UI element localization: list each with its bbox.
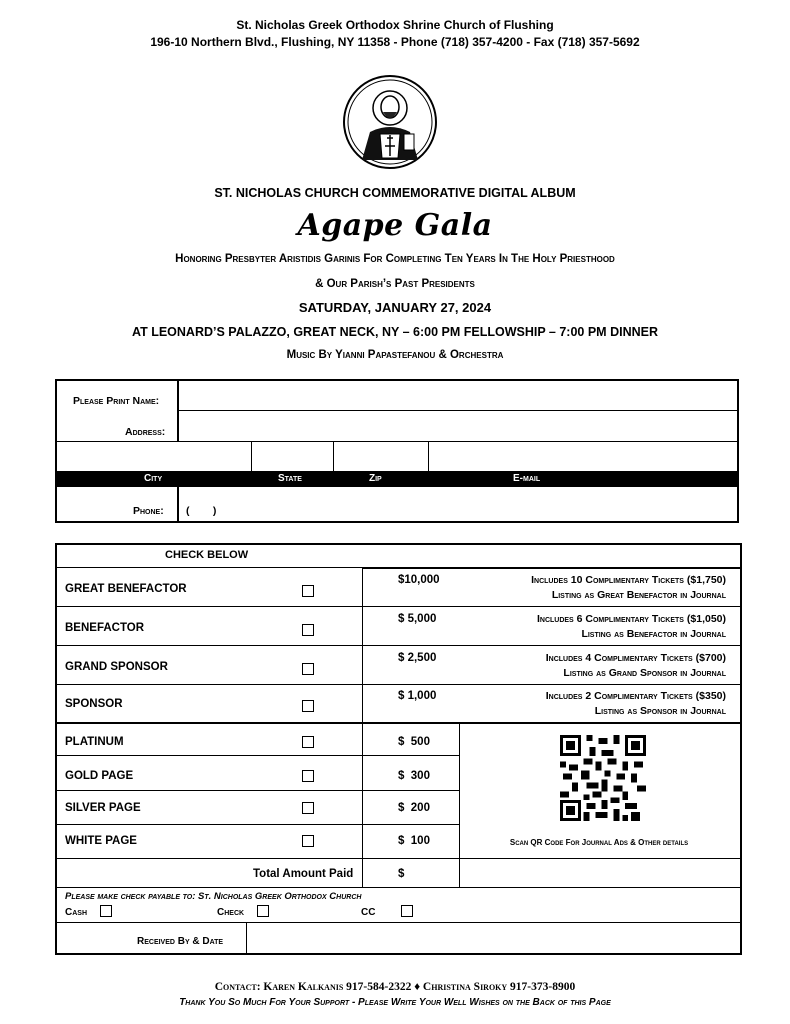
- total-label: Total Amount Paid: [253, 868, 354, 880]
- total-amount-field[interactable]: $: [398, 868, 405, 880]
- saint-nicholas-icon: [340, 72, 440, 172]
- page-white: WHITE PAGE: [65, 835, 137, 847]
- church-name: St. Nicholas Greek Orthodox Shrine Church of Flushing: [236, 18, 554, 32]
- phone-field[interactable]: ( ): [186, 505, 217, 517]
- address-label: Address:: [125, 426, 166, 438]
- level-great-benefactor: GREAT BENEFACTOR: [65, 583, 187, 595]
- album-title: ST. NICHOLAS CHURCH COMMEMORATIVE DIGITAL ALBUM: [214, 186, 576, 200]
- grand-sponsor-desc: Includes 4 Complimentary Tickets ($700) Listing as Grand Sponsor in Journal: [545, 652, 726, 679]
- benefactor-desc: Includes 6 Complimentary Tickets ($1,050) Listing as Benefactor in Journal: [536, 613, 726, 640]
- great-benefactor-amount: $10,000: [398, 574, 440, 586]
- platinum-checkbox[interactable]: [302, 736, 314, 748]
- white-page-checkbox[interactable]: [302, 835, 314, 847]
- gold-page-amount: $ 300: [398, 770, 430, 782]
- benefactor-checkbox[interactable]: [302, 624, 314, 636]
- qr-caption: Scan QR Code For Journal Ads & Other details: [509, 838, 689, 847]
- level-grand-sponsor: GRAND SPONSOR: [65, 661, 168, 673]
- grand-sponsor-amount: $ 2,500: [398, 652, 437, 664]
- zip-field[interactable]: [336, 443, 426, 469]
- past-presidents-line: & Our Parish’s Past Presidents: [315, 278, 475, 290]
- silver-page-checkbox[interactable]: [302, 802, 314, 814]
- state-field[interactable]: [254, 443, 331, 469]
- platinum-amount: $ 500: [398, 736, 430, 748]
- phone-label: Phone:: [133, 505, 164, 517]
- church-address: 196-10 Northern Blvd., Flushing, NY 11358 - Phone (718) 357-4200 - Fax (718) 357-5692: [150, 35, 640, 49]
- payable-note: Please make check payable to: St. Nicholas Greek Orthodox Church: [65, 891, 362, 902]
- sponsor-desc: Includes 2 Complimentary Tickets ($350) Listing as Sponsor in Journal: [545, 690, 726, 717]
- received-label: Received By & Date: [137, 936, 224, 947]
- sponsor-amount: $ 1,000: [398, 690, 437, 702]
- footer-thanks: Thank You So Much For Your Support - Please Write Your Well Wishes on the Back of this Page: [179, 997, 611, 1008]
- name-field[interactable]: [181, 383, 733, 408]
- cash-label: Cash: [65, 907, 88, 918]
- footer-contact: Contact: Karen Kalkanis 917-584-2322 ♦ Christina Siroky 917-373-8900: [214, 981, 576, 993]
- city-label: City: [144, 473, 163, 484]
- check-below-label: CHECK BELOW: [165, 549, 249, 561]
- page-gold: GOLD PAGE: [65, 770, 134, 782]
- email-field[interactable]: [431, 443, 735, 469]
- gala-title: Agape Gala: [297, 208, 493, 243]
- white-page-amount: $ 100: [398, 835, 430, 847]
- address-field[interactable]: [181, 413, 733, 439]
- page-silver: SILVER PAGE: [65, 802, 141, 814]
- email-label: E-mail: [513, 473, 541, 484]
- check-checkbox[interactable]: [257, 905, 269, 917]
- event-date: SATURDAY, JANUARY 27, 2024: [298, 300, 492, 315]
- level-benefactor: BENEFACTOR: [65, 622, 145, 634]
- benefactor-amount: $ 5,000: [398, 613, 437, 625]
- name-label: Please Print Name:: [73, 395, 160, 407]
- event-venue: AT LEONARD’S PALAZZO, GREAT NECK, NY – 6:00 PM FELLOWSHIP – 7:00 PM DINNER: [132, 325, 658, 339]
- check-label: Check: [217, 907, 245, 918]
- grand-sponsor-checkbox[interactable]: [302, 663, 314, 675]
- received-field[interactable]: [249, 925, 737, 951]
- cc-checkbox[interactable]: [401, 905, 413, 917]
- great-benefactor-checkbox[interactable]: [302, 585, 314, 597]
- sponsor-checkbox[interactable]: [302, 700, 314, 712]
- page-platinum: PLATINUM: [65, 736, 124, 748]
- level-sponsor: SPONSOR: [65, 698, 123, 710]
- cc-label: CC: [361, 907, 376, 918]
- contact-form: [55, 379, 739, 523]
- honoring-line: Honoring Presbyter Aristidis Garinis For Completing Ten Years In The Holy Priesthood: [175, 253, 615, 265]
- gold-page-checkbox[interactable]: [302, 770, 314, 782]
- cash-checkbox[interactable]: [100, 905, 112, 917]
- state-label: State: [278, 473, 302, 484]
- zip-label: Zip: [369, 473, 382, 484]
- event-music: Music By Yianni Papastefanou & Orchestra: [286, 349, 504, 361]
- city-field[interactable]: [59, 443, 249, 469]
- great-benefactor-desc: Includes 10 Complimentary Tickets ($1,750) Listing as Great Benefactor in Journal: [531, 574, 726, 601]
- sponsorship-form: [55, 543, 742, 955]
- qr-code-icon[interactable]: [560, 735, 646, 821]
- silver-page-amount: $ 200: [398, 802, 430, 814]
